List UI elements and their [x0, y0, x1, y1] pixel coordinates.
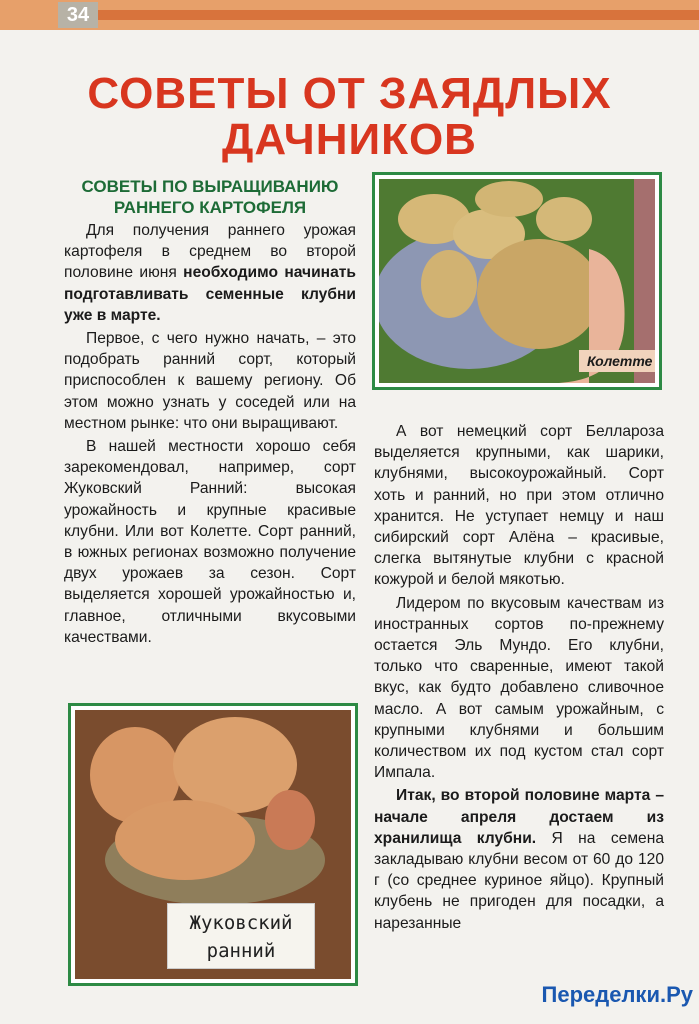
- section-subtitle-line2: РАННЕГО КАРТОФЕЛЯ: [113, 198, 307, 217]
- section-subtitle-line1: СОВЕТЫ ПО ВЫРАЩИВАНИЮ: [81, 177, 339, 196]
- top-stripe: [90, 10, 699, 20]
- intro-text: Для получения раннего урожая картофеля в среднем во второй половине июня: [64, 222, 356, 282]
- intro-bold-text: необходимо начинать подготавливать семенные клубни уже в марте.: [64, 264, 356, 324]
- potato-bowl-photo: [75, 710, 351, 979]
- label-line1: Жуковский: [189, 912, 293, 934]
- right-text-column: [374, 421, 664, 934]
- kolette-photo-frame: [372, 172, 662, 390]
- top-color-bar: [0, 0, 699, 30]
- site-watermark: Переделки.Ру: [541, 982, 693, 1007]
- potato-photo: [379, 179, 655, 383]
- paragraph-choose-variety: Первое, с чего нужно начать, – это подобрать ранний сорт, который приспособлен к вашему региону. Об этом можно узнать у соседей или на местном рынке: что они выращивают.: [64, 330, 356, 432]
- label-line2: ранний: [206, 940, 276, 962]
- paragraph-march: [374, 785, 664, 933]
- march-bold-text: Итак, во второй половине марта – начале апреля достаем из хранилища клубни.: [374, 787, 664, 847]
- page-number: 34: [58, 2, 98, 28]
- article-title-line2: ДАЧНИКОВ: [222, 115, 477, 164]
- left-text-column: [64, 220, 356, 648]
- article-title-line1: СОВЕТЫ ОТ ЗАЯДЛЫХ: [87, 69, 612, 118]
- paragraph-bellarosa: А вот немецкий сорт Беллароза выделяется крупными, как шарики, клубнями, высокоурожайный. Сорт хоть и ранний, но при этом отлично хранится. Не уступает немцу и наш сибирский сорт Алёна – красивые, слегка вытянутые клубни с красной кожурой и белой мякотью.: [374, 423, 664, 589]
- variety-label-card: [167, 903, 315, 969]
- paragraph-intro: [64, 220, 356, 326]
- paragraph-varieties: В нашей местности хорошо себя зарекомендовал, например, сорт Жуковский Ранний: высокая урожайность и крупные красивые клубни. Или вот Колетте. Сорт ранний, в южных регионах возможно получение двух урожаев за сезон. Сорт выделяется хорошей урожайностью и, главное, отличными вкусовыми качествами.: [64, 438, 356, 646]
- photo-caption-kolette: Колетте: [579, 350, 655, 372]
- march-text: Я на семена закладываю клубни весом от 60 до 120 г (со среднее куриное яйцо). Крупный клубень не пригоден для посадки, а нарезанные: [374, 829, 664, 932]
- paragraph-el-mundo: Лидером по вкусовым качествам из иностранных сортов по-прежнему остается Эль Мундо. Его клубни, только что сваренные, имеют такой вкус, как будто добавлено сливочное масло. А вот самым урожайным, с крупными клубнями и большим количеством их под кустом стал сорт Импала.: [374, 594, 664, 782]
- zhukovsky-photo-frame: [68, 703, 358, 986]
